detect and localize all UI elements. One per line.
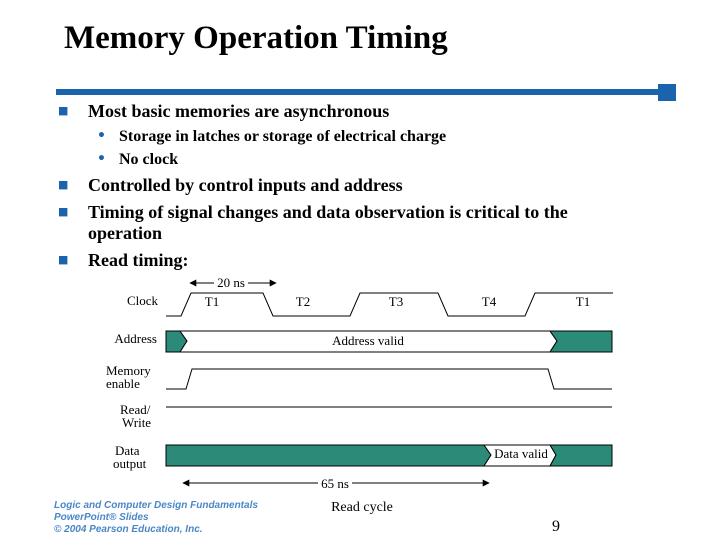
clock-phase-label: T3 — [388, 294, 404, 309]
data-output-after — [550, 445, 612, 466]
bullet-text: Read timing: — [88, 250, 189, 270]
footer-line: PowerPoint® Slides — [54, 512, 149, 523]
address-invalid-after — [550, 331, 612, 352]
square-bullet-icon: ■ — [58, 104, 69, 117]
bullet-text: Most basic memories are asynchronous — [88, 101, 390, 121]
square-bullet-icon: ■ — [58, 253, 69, 266]
publisher-footer — [54, 500, 258, 536]
period-dimension — [190, 274, 276, 290]
address-label: Address — [114, 331, 157, 346]
cycle-dimension — [183, 475, 489, 491]
data-output-label: output — [113, 456, 147, 471]
clock-phase-label: T1 — [204, 294, 220, 309]
memory-enable-waveform — [166, 369, 612, 389]
memory-enable-label: enable — [106, 376, 140, 391]
clock-phase-label: T2 — [295, 294, 311, 309]
clock-phase-label: T4 — [481, 294, 497, 309]
bullet-text-continuation: operation — [88, 223, 162, 243]
data-output-invalid — [166, 445, 491, 466]
bullet-text: Controlled by control inputs and address — [88, 175, 403, 195]
read-write-label: Read/ — [120, 402, 151, 417]
memory-enable-label: Memory — [106, 363, 151, 378]
clock-label: Clock — [126, 293, 158, 308]
period-label: 20 ns — [217, 275, 245, 290]
footer-line: Logic and Computer Design Fundamentals — [54, 500, 258, 511]
dot-bullet-icon: • — [97, 128, 106, 144]
dot-bullet-icon: • — [97, 151, 106, 167]
address-valid-label: Address valid — [332, 333, 404, 348]
slide-title: Memory Operation Timing — [64, 20, 448, 56]
square-bullet-icon: ■ — [58, 205, 69, 218]
read-write-label: Write — [122, 415, 152, 430]
bullet-text: Timing of signal changes and data observation is critical to the — [88, 202, 568, 222]
clock-phase-label: T1 — [575, 294, 591, 309]
cycle-time-label: 65 ns — [321, 476, 349, 491]
data-output-label: Data — [115, 443, 140, 458]
square-bullet-icon: ■ — [58, 178, 69, 191]
footer-line: © 2004 Pearson Education, Inc. — [54, 524, 203, 535]
read-cycle-label: Read cycle — [331, 500, 393, 515]
data-valid-label: Data valid — [494, 446, 548, 461]
page-number: 9 — [552, 518, 560, 535]
sub-bullet-text: Storage in latches or storage of electrical charge — [119, 128, 447, 145]
sub-bullet-text: No clock — [119, 151, 179, 168]
